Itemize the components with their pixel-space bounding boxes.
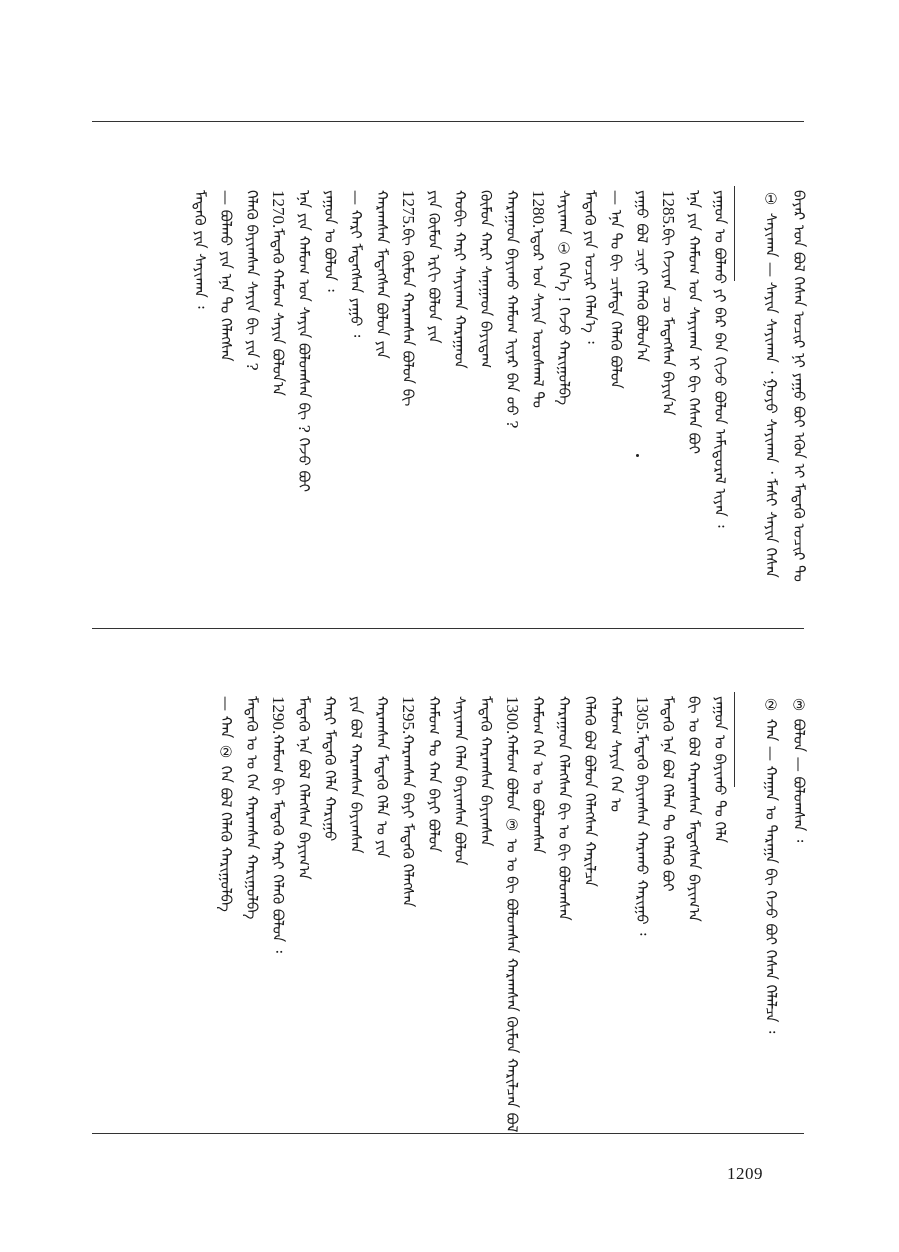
verse-text: ᠮᠡᠳᠡᠬᠦ ᠬᠠᠮᠤᠭ ᠰᠠᠶᠢᠨ ᠪᠣᠯᠤᠨ᠎ᠠ — [269, 228, 287, 396]
verse-line — [265, 696, 291, 953]
verse-line — [395, 696, 421, 907]
bottom-rule — [92, 1133, 804, 1134]
verse-text: ᠬᠡᠯᠡᠬᠦ ᠪᠠᠶᠢᠭᠰᠠᠨ ᠰᠠᠶᠢᠨ ᠪᠢ ᠶᠢᠨ ? — [243, 190, 261, 371]
verse-line — [343, 190, 369, 337]
verse-text: ᠬᠦᠮᠦᠨ ᠬᠠᠷᠢ ᠰᠠᠨᠠᠭᠠᠳ ᠪᠠᠶᠢᠳᠠᠭ — [477, 190, 495, 369]
verse-text: — ᠡᠨᠡ ᠲᠤ ᠪᠢ ᠴᠢᠮᠠᠳᠠ ᠬᠡᠯᠡᠬᠦ ᠪᠣᠯᠤᠨ — [607, 190, 625, 389]
verse-line — [343, 696, 369, 854]
upper-footnote-separator — [734, 186, 735, 281]
verse-line — [551, 190, 577, 405]
stray-mark — [636, 454, 639, 457]
footnote-line — [786, 190, 812, 582]
verse-line — [681, 696, 707, 922]
verse-text: — ᠬᠠᠨ ② ᠬᠡᠨ ᠪᠣᠯ ᠬᠡᠯᠡᠬᠦ ᠬᠠᠷᠢᠭᠤᠯᠪᠠ — [217, 696, 235, 912]
verse-line — [499, 696, 525, 1132]
verse-line — [499, 190, 525, 428]
verse-line — [603, 696, 629, 812]
verse-line — [369, 696, 395, 858]
line-number: 1280. — [529, 190, 548, 229]
verse-text: ᠶᠢᠨ ᠬᠦᠮᠦᠨ ᠡᠷᠬᠢ ᠪᠣᠯᠤᠨ ᠶᠢᠨ — [425, 190, 443, 344]
verse-text: ᠶᠠᠭᠤᠨ ᠤ ᠪᠠᠶᠢᠬᠤ ᠲᠤ ᠬᠡᠯᠡ — [711, 696, 729, 843]
verse-text: ᠪᠢ ᠬᠦᠮᠦᠨ ᠬᠠᠷᠠᠭᠰᠠᠨ ᠪᠣᠯᠤᠨ ᠪᠢ — [399, 228, 417, 407]
verse-line — [629, 190, 655, 362]
verse-text: ᠮᠡᠳᠡᠬᠦ ᠶᠢᠨ ᠤᠴᠢᠷ ᠬᠡᠯᠡᠨ᠎ᠡ ᠄ — [581, 190, 599, 344]
line-number: 1305. — [633, 696, 652, 735]
verse-text: ᠰᠠᠶᠢᠬᠠᠨ ᠬᠡᠯᠡᠨ ᠪᠠᠶᠢᠭᠰᠠᠨ ᠪᠣᠯᠤᠨ — [451, 696, 469, 866]
verse-text: ᠪᠢ ᠬᠡᠵᠢᠶᠡᠨ ᠴᠤ ᠮᠡᠳᠡᠭᠰᠡᠨ ᠪᠠᠶᠢᠨ᠎ᠠ — [659, 228, 677, 416]
verse-line — [421, 696, 447, 852]
verse-text: ᠶᠢᠨ ᠪᠣᠯ ᠬᠠᠷᠠᠭᠰᠠᠨ ᠪᠠᠶᠢᠭᠰᠠᠨ — [347, 696, 365, 854]
verse-line — [447, 696, 473, 865]
footnote-text: ② ᠬᠠᠨ — ᠬᠠᠭᠠᠨ ᠤ ᠲᠠᠷᠠᠭᠠ ᠪᠢ ᠬᠡᠵᠦ ᠪᠣᠢ ᠭᠡᠰᠡᠨ ᠬᠡᠯᠡᠯᠴᠡ ᠄ — [762, 696, 780, 1034]
middle-rule — [92, 628, 804, 629]
verse-text: — ᠬᠠᠷᠢ ᠮᠡᠳᠡᠭᠰᠡᠨ ᠶᠠᠭᠤ ᠄ — [347, 190, 365, 338]
verse-text: ᠡᠨᠡ ᠶᠢᠨ ᠬᠠᠮᠤᠭ ᠤᠨ ᠰᠠᠶᠢᠬᠠᠨ ᠢ ᠪᠢ ᠭᠡᠰᠡᠨ ᠪᠣᠢ — [685, 190, 703, 455]
footnote-text: ③ ᠪᠣᠯᠤᠨ — ᠪᠣᠯᠤᠭᠰᠠᠨ ᠄ — [790, 696, 808, 843]
verse-line — [291, 696, 317, 880]
verse-text: ᠬᠠᠷᠢ ᠮᠡᠳᠡᠬᠦ ᠬᠡᠯᠡ ᠬᠠᠷᠢᠭᠤ — [321, 696, 339, 842]
verse-line — [291, 190, 317, 492]
verse-text: ᠬᠠᠮᠤᠭ ᠲᠤ ᠬᠠᠨ ᠪᠠᠶᠢ ᠪᠣᠯᠤᠨ — [425, 696, 443, 853]
page-number: 1209 — [727, 1164, 763, 1183]
verse-text: ᠬᠠᠷᠠᠭᠰᠠᠨ ᠮᠡᠳᠡᠭᠰᠡᠨ ᠪᠣᠯᠤᠨ ᠶᠢᠨ — [373, 190, 391, 359]
verse-line — [317, 696, 343, 841]
line-number: 1295. — [399, 696, 418, 735]
verse-line — [603, 190, 629, 389]
verse-text: ᠬᠡᠯᠡᠬᠦ ᠪᠣᠯ ᠪᠣᠯᠤᠨ ᠬᠡᠯᠡᠭᠰᠡᠨ ᠬᠠᠷᠢᠯᠴᠠ — [581, 696, 599, 887]
verse-line — [213, 190, 239, 362]
verse-line — [681, 190, 707, 454]
verse-text: ᠡᠨᠡ ᠶᠢᠨ ᠬᠠᠮᠤᠭ ᠤᠨ ᠰᠠᠶᠢᠨ ᠪᠣᠯᠤᠭᠰᠠᠨ ᠪᠢ ? ᠭᠡᠵᠦ ᠪᠣᠢ — [295, 190, 313, 493]
verse-line — [551, 696, 577, 921]
verse-text: ᠪᠢ ᠤ ᠪᠣᠯ ᠬᠠᠷᠠᠭᠰᠠᠨ ᠮᠡᠳᠡᠭᠰᠡᠨ ᠪᠠᠶᠢᠭ᠎ᠠ — [685, 696, 703, 922]
verse-text: ᠶᠠᠭᠤᠨ ᠤ ᠪᠣᠯᠤᠨ ᠄ — [321, 190, 339, 292]
verse-text: ᠬᠠᠷᠠᠭᠠᠳ ᠬᠡᠯᠡᠭᠰᠡᠨ ᠪᠢ ᠤ ᠪᠢ ᠪᠣᠯᠤᠭᠰᠠᠨ — [555, 696, 573, 921]
verse-line — [707, 696, 733, 843]
line-number: 1300. — [503, 696, 522, 735]
verse-line — [525, 190, 551, 408]
verse-line — [369, 190, 395, 359]
verse-text: — ᠪᠣᠯᠬᠤ ᠶᠢᠨ ᠡᠨᠡ ᠲᠤ ᠬᠡᠯᠡᠭᠰᠡᠨ — [217, 190, 235, 362]
verse-text: ᠬᠠᠮᠤᠭ ᠪᠣᠯᠤᠨ ③ ᠤ ᠤ ᠪᠢ ᠪᠣᠯᠤᠭᠰᠠᠨ ᠬᠠᠷᠠᠭᠰᠠᠨ ᠬᠦᠮᠦᠨ ᠬᠠᠷᠢᠯᠴᠠᠨ ᠪᠣᠯ — [503, 734, 521, 1133]
verse-text: ᠮᠡᠳᠡᠬᠦ ᠪᠠᠶᠢᠭᠰᠠᠨ ᠬᠠᠷᠠᠬᠤ ᠬᠠᠷᠢᠭᠤ ᠄ — [633, 734, 651, 936]
verse-line — [473, 696, 499, 847]
footnote-text: ① ᠰᠠᠶᠢᠬᠠᠨ — ᠰᠠᠶᠢᠨ ᠰᠠᠶᠢᠬᠠᠨ ᠂ ᠭᠣᠶᠣ ᠰᠠᠶᠢᠬᠠᠨ ᠂ ᠮᠠᠰᠢ ᠰᠠᠶᠢᠨ ᠭᠡᠰᠡᠨ — [762, 190, 780, 578]
verse-text: ᠮᠡᠳᠡᠬᠦ ᠬᠠᠷᠠᠭᠰᠠᠨ ᠪᠠᠶᠢᠭᠰᠠᠨ — [477, 696, 495, 847]
verse-text: ᠬᠠᠮᠤᠭ ᠬᠡᠨ ᠤ ᠤ ᠪᠣᠯᠤᠭᠰᠠᠨ — [529, 696, 547, 854]
verse-line — [421, 190, 447, 344]
verse-line — [239, 696, 265, 919]
verse-text: ᠬᠠᠷᠠᠭᠰᠠᠨ ᠮᠡᠳᠡᠬᠦ ᠬᠡᠯᠡ ᠤ ᠶᠢᠨ — [373, 696, 391, 858]
verse-line — [447, 190, 473, 369]
verse-text: ᠬᠠᠮᠤᠭ ᠪᠢ ᠮᠡᠳᠡᠬᠦ ᠬᠠᠷᠢ ᠬᠡᠯᠡᠬᠦ ᠪᠣᠯᠤᠨ ᠄ — [269, 734, 287, 953]
line-number: 1275. — [399, 190, 418, 229]
verse-text: ᠶᠠᠭᠤᠨ ᠤ ᠪᠣᠯᠬᠤ ᠶᠢ ᠪᠠᠷ ᠪᠡᠨ ᠬᠢᠵᠦ ᠪᠣᠯᠤᠨ ᠠᠮᠢᠳᠤᠷᠠᠯ ᠢᠶᠠᠨ ᠄ — [711, 190, 729, 528]
verse-text: ᠡᠳᠦᠷ ᠤᠨ ᠰᠠᠶᠢᠨ ᠤᠷᠤᠰᠬᠠᠯ ᠲᠤ — [529, 228, 547, 408]
verse-text: ᠬᠤᠪᠢ ᠬᠠᠷᠢ ᠰᠠᠶᠢᠬᠠᠨ ᠬᠠᠷᠠᠭᠠᠳ — [451, 190, 469, 369]
footnote-line — [786, 696, 812, 842]
footnote-line — [758, 190, 784, 578]
verse-line — [577, 190, 603, 344]
footnote-text: ᠪᠠᠶᠠᠷ ᠤᠨ ᠪᠣᠯ ᠭᠡᠰᠡᠨ ᠤᠴᠢᠷ ᠨᠢ ᠶᠠᠭᠤ ᠪᠣᠢ ᠡᠭᠦᠨ ᠢ ᠮᠡᠳᠡᠬᠦ ᠤᠴᠢᠷ ᠲᠤ — [790, 190, 808, 582]
verse-line — [655, 190, 681, 416]
line-number: 1290. — [269, 696, 288, 735]
footnote-line — [758, 696, 784, 1033]
verse-line — [707, 190, 733, 528]
verse-text: ᠰᠠᠶᠢᠬᠠᠨ ① ᠭᠡᠨ᠎ᠡ ! ᠭᠡᠵᠦ ᠬᠠᠷᠢᠭᠤᠯᠪᠠ — [555, 190, 573, 406]
verse-text: ᠮᠡᠳᠡᠬᠦ ᠤ ᠤ ᠬᠡᠨ ᠬᠠᠷᠠᠭᠰᠠᠨ ᠬᠠᠷᠢᠭᠤᠯᠪᠠ — [243, 696, 261, 920]
verse-line — [317, 190, 343, 292]
verse-line — [525, 696, 551, 854]
verse-line — [187, 190, 213, 309]
verse-line — [265, 190, 291, 396]
verse-line — [655, 696, 681, 892]
line-number: 1285. — [659, 190, 678, 229]
verse-line — [629, 696, 655, 935]
verse-text: ᠮᠡᠳᠡᠬᠦ ᠶᠢᠨ ᠰᠠᠶᠢᠬᠠᠨ ᠄ — [191, 190, 209, 309]
verse-line — [239, 190, 265, 371]
verse-line — [473, 190, 499, 368]
lower-footnote-separator — [734, 692, 735, 787]
top-rule — [92, 121, 804, 122]
verse-text: ᠬᠠᠷᠠᠭᠠᠳ ᠪᠠᠶᠢᠬᠤ ᠬᠠᠮᠤᠭ ᠢᠶᠡᠷ ᠪᠡᠨ ᠤᠤ ? — [503, 190, 521, 429]
line-number: 1270. — [269, 190, 288, 229]
verse-text: ᠶᠠᠭᠤ ᠪᠣᠯ ᠴᠢᠨᠢ ᠬᠡᠯᠡᠬᠦ ᠪᠣᠯᠤᠨ᠎ᠠ — [633, 190, 651, 362]
verse-text: ᠬᠠᠷᠠᠭᠰᠠᠨ ᠪᠠᠶᠢ ᠮᠡᠳᠡᠬᠦ ᠬᠡᠯᠡᠭᠰᠡᠨ — [399, 734, 417, 908]
verse-text: ᠮᠡᠳᠡᠬᠦ ᠡᠨᠡ ᠪᠣᠯ ᠬᠡᠯᠡᠨ ᠲᠤ ᠬᠡᠯᠡᠬᠦ ᠪᠣᠢ — [659, 696, 677, 892]
verse-line — [577, 696, 603, 887]
verse-text: ᠬᠠᠮᠤᠭ ᠰᠠᠶᠢᠨ ᠬᠡᠨ ᠤ — [607, 696, 625, 812]
verse-line — [213, 696, 239, 912]
verse-text: ᠮᠡᠳᠡᠬᠦ ᠡᠨᠡ ᠪᠣᠯ ᠬᠡᠯᠡᠭᠰᠡᠨ ᠪᠠᠶᠢᠭ᠎ᠠ — [295, 696, 313, 880]
verse-line — [395, 190, 421, 406]
